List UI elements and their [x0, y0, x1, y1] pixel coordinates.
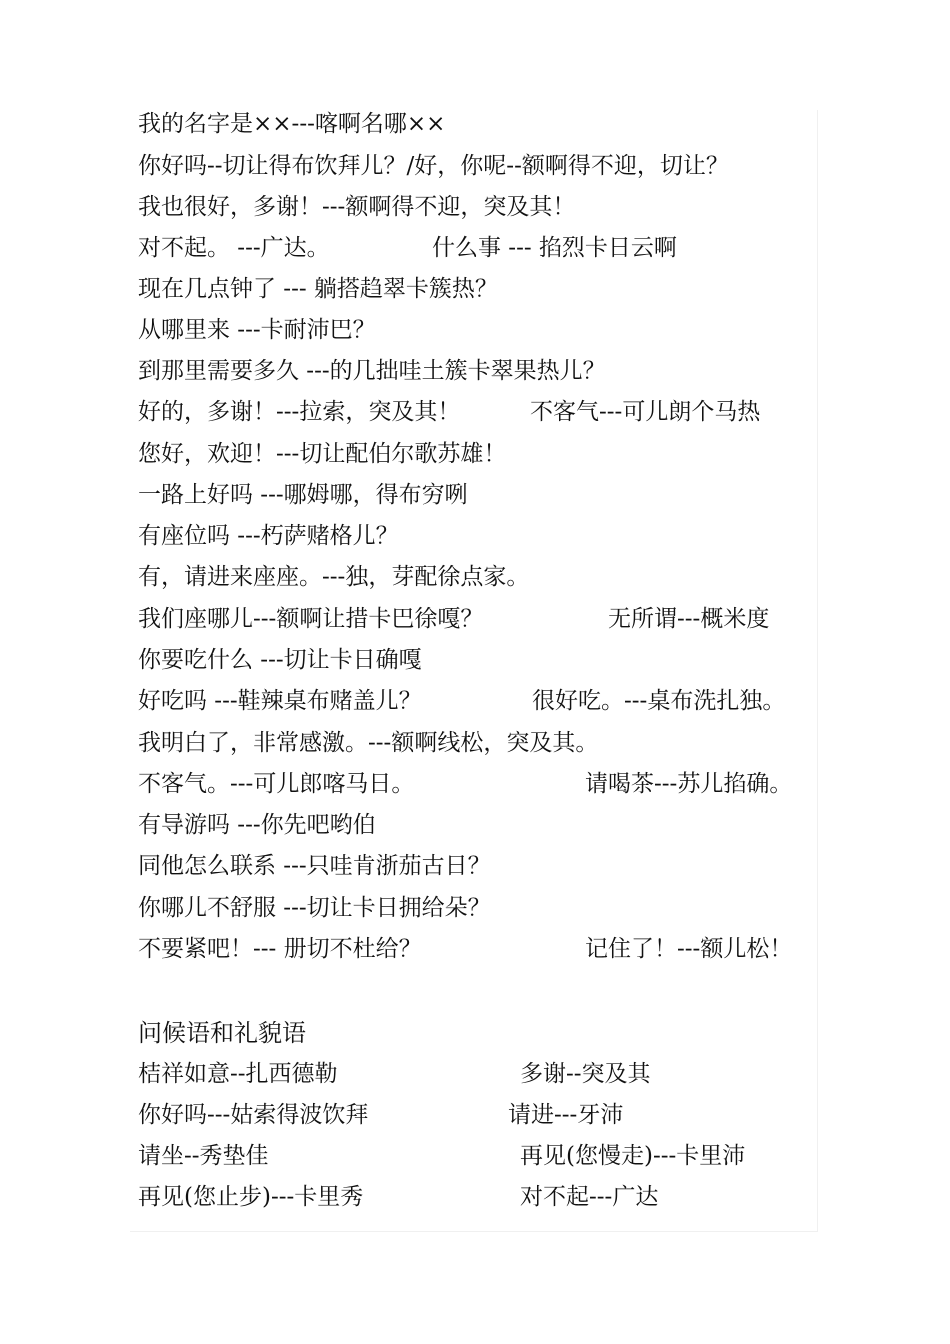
phrase-text-second: 很好吃。---桌布洗扎独。 [532, 688, 786, 714]
phrase-text: 一路上好吗 ---哪姆哪，得布穷咧 [138, 482, 468, 508]
phrase-text: 有导游吗 ---你先吧哟伯 [138, 812, 376, 838]
greeting-text: 请坐--秀垫佳 [138, 1143, 269, 1169]
phrase-text: 我也很好，多谢！---额啊得不迎，突及其！ [138, 194, 576, 220]
phrase-text: 你好吗--切让得布饮拜儿？/好，你呢--额啊得不迎，切让？ [138, 153, 729, 179]
phrase-text-second: 什么事 --- 掐烈卡日云啊 [432, 235, 677, 261]
phrase-text: 从哪里来 ---卡耐沛巴？ [138, 317, 376, 343]
greeting-text: 再见(您止步)---卡里秀 [138, 1184, 364, 1210]
greeting-text-second: 请进---牙沛 [508, 1102, 624, 1128]
phrase-text: 好的，多谢！---拉索，突及其！ [138, 399, 461, 425]
greeting-text: 你好吗---姑索得波饮拜 [138, 1102, 369, 1128]
phrase-text: 你哪儿不舒服 ---切让卡日拥给朵？ [138, 895, 491, 921]
phrase-text: 我明白了，非常感激。---额啊线松，突及其。 [138, 730, 599, 756]
phrase-text: 不要紧吧！--- 册切不杜给？ [138, 936, 422, 962]
phrase-text: 有座位吗 ---朽萨赌格儿？ [138, 523, 399, 549]
phrase-text-second: 无所谓---概米度 [608, 606, 770, 632]
phrase-text: 我们座哪儿---额啊让措卡巴徐嘎？ [138, 606, 484, 632]
phrase-text: 同他怎么联系 ---只哇肯浙茄古日？ [138, 853, 491, 879]
phrase-text: 现在几点钟了 --- 躺搭趋翠卡簇热？ [138, 276, 498, 302]
phrase-text: 我的名字是××---喀啊名哪×× [138, 111, 446, 137]
phrase-text: 您好，欢迎！---切让配伯尔歌苏雄！ [138, 441, 507, 467]
phrase-text-second: 记住了！---额儿松！ [585, 936, 793, 962]
phrase-text: 有，请进来座座。---独，芽配徐点家。 [138, 564, 530, 590]
phrase-text: 好吃吗 ---鞋辣桌布赌盖儿？ [138, 688, 422, 714]
phrase-text: 到那里需要多久 ---的几拙哇土簇卡翠果热儿？ [138, 358, 606, 384]
phrase-text: 你要吃什么 ---切让卡日确嘎 [138, 647, 422, 673]
phrase-text: 不客气。---可儿郎喀马日。 [138, 771, 415, 797]
greeting-text-second: 对不起---广达 [520, 1184, 659, 1210]
phrase-text-second: 请喝茶---苏儿掐确。 [585, 771, 793, 797]
greeting-text: 桔祥如意--扎西德勒 [138, 1061, 338, 1087]
greeting-text-second: 多谢--突及其 [520, 1061, 651, 1087]
phrase-text-second: 不客气---可儿朗个马热 [530, 399, 761, 425]
phrase-text: 对不起。 ---广达。 [138, 235, 330, 261]
section-title: 问候语和礼貌语 [138, 1019, 306, 1047]
greeting-text-second: 再见(您慢走)---卡里沛 [520, 1143, 746, 1169]
